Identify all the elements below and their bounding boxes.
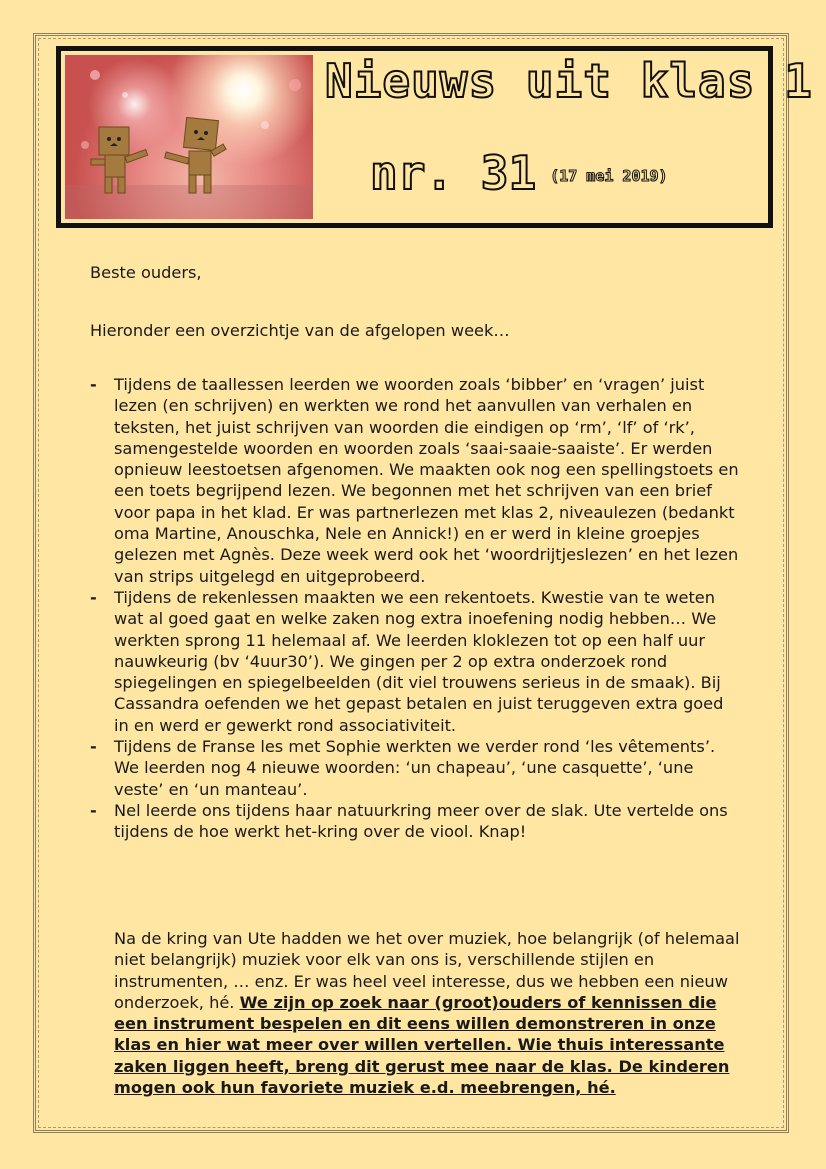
greeting: Beste ouders, (90, 263, 202, 282)
list-item-text: Tijdens de rekenlessen maakten we een rekentoets. Kwestie van te weten wat al goed gaat en welke zaken nog extra inoefening nodig hebben… We werkten sprong 11 helemaal af. We leerden kloklezen tot op een half uur nauwkeurig (bv ‘4uur30’). We gingen per 2 op extra onderzoek rond spiegelingen en spiegelbeelden (dit viel trouwens serieus in de smaak). Bij Cassandra oefenden we het gepast betalen en juist teruggeven extra goed in en werd er gewerkt rond associativiteit. (114, 587, 724, 735)
issue-number: nr. 31 (370, 146, 537, 200)
list-item (90, 736, 740, 800)
call-for-musicians: We zijn op zoek naar (groot)ouders of kennissen die een instrument bespelen en dit eens willen demonstreren in onze klas en hier wat meer over willen vertellen. Wie thuis interessante zaken liggen heeft, breng dit gerust mee naar de klas. De kinderen mogen ook hun favoriete muziek e.d. meebrengen, hé. (114, 992, 730, 1098)
list-item (90, 800, 740, 843)
danbo-dancing-photo-icon (65, 55, 313, 219)
bullet-marker: - (90, 375, 97, 394)
newsletter-body (90, 262, 740, 1098)
issue-line (370, 146, 668, 200)
list-item-text: Nel leerde ons tijdens haar natuurkring meer over de slak. Ute vertelde ons tijdens de hoe werkt het-kring over de viool. Knap! (114, 800, 728, 842)
newsletter-title: Nieuws uit klas 1 (325, 54, 813, 108)
bullet-marker: - (90, 800, 97, 820)
closing-text: Na de kring van Ute hadden we het over muziek, hoe belangrijk (of helemaal niet belangrijk) muziek voor elk van ons is, verschillende stijlen en instrumenten, … enz. Er was heel veel interesse, dus we hebben een nieuw onderzoek, hé. (114, 929, 740, 1012)
list-item (90, 374, 740, 587)
intro-text: Hieronder een overzichtje van de afgelopen week… (90, 321, 510, 340)
issue-date: (17 mei 2019) (550, 167, 668, 185)
bullet-marker: - (90, 737, 97, 757)
bullet-marker: - (90, 587, 97, 607)
list-item (90, 587, 740, 736)
list-item-text: Tijdens de Franse les met Sophie werkten we verder rond ‘les vêtements’. We leerden nog 4 nieuwe woorden: ‘un chapeau’, ‘une casquette’, ‘une veste’ en ‘un manteau’. (114, 737, 716, 799)
list-item-text: Tijdens de taallessen leerden we woorden zoals ‘bibber’ en ‘vragen’ juist lezen (en schrijven) en werkten we rond het aanvullen van verhalen en teksten, het juist schrijven van woorden die eindigen op ‘rm’, ‘lf’ of ‘rk’, samengestelde woorden en woorden zoals ‘saai-saaie-saaiste’. Er werden opnieuw leestoetsen afgenomen. We maakten ook nog een spellingstoets en een toets begrijpend lezen. We begonnen met het schrijven van een brief voor papa in het klad. Er was partnerlezen met klas 2, niveaulezen (bedankt oma Martine, Anouschka, Nele en Annick!) en er werd in kleine groepjes gelezen met Agnès. Deze week werd ook het ‘woordrijtjeslezen’ en het lezen van strips uitgelegd en uitgeprobeerd. (114, 375, 739, 586)
weekly-overview-list (90, 374, 740, 843)
closing-paragraph (114, 928, 742, 1098)
header-photo (65, 55, 313, 219)
